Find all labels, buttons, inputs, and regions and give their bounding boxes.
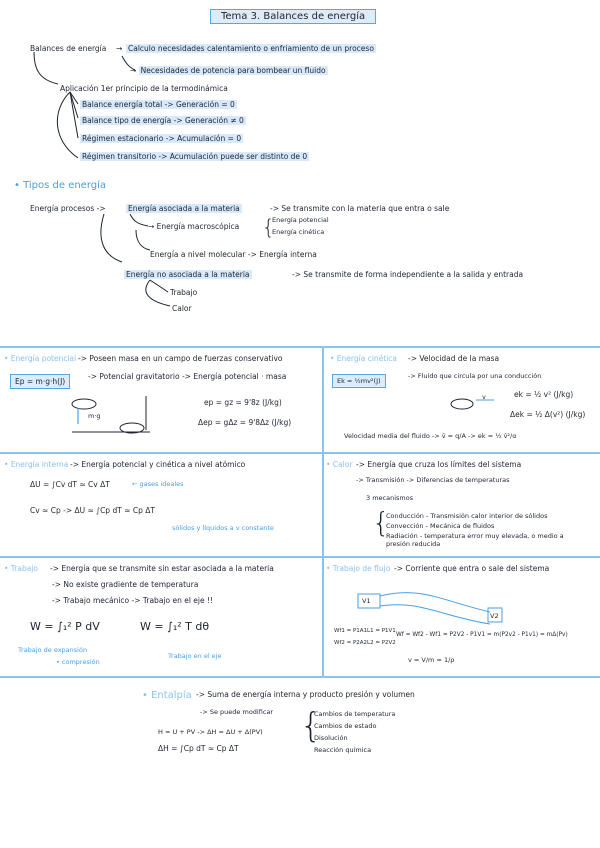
potencial-desc: -> Poseen masa en un campo de fuerzas conservativo bbox=[78, 354, 283, 363]
trabajo-eje: Trabajo en el eje bbox=[168, 652, 222, 660]
balance-text-2: Necesidades de potencia para bombear un fluido bbox=[140, 66, 326, 75]
tipos-heading: • Tipos de energía bbox=[14, 180, 107, 191]
trabajo-heading: • Trabajo bbox=[4, 564, 38, 573]
cinetica-formula: Ek = ½mv²(J) bbox=[332, 374, 386, 388]
entalpia-cambios-estado: Cambios de estado bbox=[314, 722, 377, 730]
energia-asociada-desc: -> Se transmite con la materia que entra o sale bbox=[270, 204, 450, 213]
calor-trans: -> Transmisión -> Diferencias de temperaturas bbox=[356, 476, 510, 484]
balance-item-2: Balance tipo de energía -> Generación ≠ 0 bbox=[82, 116, 244, 125]
potencial-heading: • Energía potencial bbox=[4, 354, 77, 363]
energia-procesos: Energía procesos -> bbox=[30, 204, 106, 213]
energia-molecular: Energía a nivel molecular -> Energía interna bbox=[150, 250, 317, 259]
interna-desc: -> Energía potencial y cinética a nivel atómico bbox=[70, 460, 246, 469]
tipo-trabajo: Trabajo bbox=[170, 288, 198, 297]
energia-asociada: Energía asociada a la materia bbox=[128, 204, 240, 213]
ep-formula: ep = gz = 9'8z (J/kg) bbox=[204, 398, 282, 407]
energia-no-asociada: Energía no asociada a la materia bbox=[126, 270, 250, 279]
gases-ideales: ← gases ideales bbox=[132, 480, 184, 488]
entalpia-mod: -> Se puede modificar bbox=[200, 708, 274, 716]
calor-desc: -> Energía que cruza los límites del sistema bbox=[356, 460, 522, 469]
balance-label: Balances de energía bbox=[30, 44, 107, 53]
page-title: Tema 3. Balances de energía bbox=[210, 9, 376, 24]
trabajo-no-grad: -> No existe gradiente de temperatura bbox=[52, 580, 199, 589]
cinetica-fluido: -> Fluido que circula por una conducción bbox=[408, 372, 542, 380]
w-eje-formula: W = ∫₁² T dθ bbox=[140, 620, 210, 633]
flujo-desc: -> Corriente que entra o sale del sistema bbox=[394, 564, 550, 573]
brace: { bbox=[372, 506, 390, 539]
cinetica-desc: -> Velocidad de la masa bbox=[408, 354, 500, 363]
brace: { bbox=[300, 706, 322, 746]
wf2-formula: Wf2 = P2A2L2 = P2V2 bbox=[334, 640, 396, 646]
divider bbox=[0, 676, 600, 678]
energia-macro: → Energía macroscópica bbox=[148, 222, 240, 231]
w-expansion-formula: W = ∫₁² P dV bbox=[30, 620, 100, 633]
trabajo-desc: -> Energía que se transmite sin estar asociada a la materia bbox=[50, 564, 274, 573]
entalpia-disolucion: Disolución bbox=[314, 734, 348, 742]
entalpia-reaccion: Reacción química bbox=[314, 746, 372, 754]
entalpia-heading: • Entalpía bbox=[142, 690, 192, 701]
gases-ideales-label: gases ideales bbox=[139, 480, 184, 488]
du-formula: ΔU = ∫Cv dT ≈ Cv ΔT bbox=[30, 480, 110, 489]
energia-macro-label: Energía macroscópica bbox=[156, 222, 240, 231]
cinetica-heading: • Energía cinética bbox=[330, 354, 398, 363]
wf-formula: Wf = Wf2 - Wf1 = P2V2 - P1V1 = m(P2v2 - P1v1) = mΔ(Pv) bbox=[396, 632, 568, 638]
dh-formula: ΔH = ∫Cp dT ≈ Cp ΔT bbox=[158, 744, 239, 753]
mecanismo-radiacion: Radiación - temperatura error muy elevada, o medio a presión reducida bbox=[386, 532, 564, 548]
balance-item-1: Balance energía total -> Generación = 0 bbox=[82, 100, 235, 109]
tipo-calor: Calor bbox=[172, 304, 192, 313]
balance-arrow-1: → Calculo necesidades calentamiento o enfriamiento de un proceso bbox=[116, 44, 374, 53]
trabajo-mecanico: -> Trabajo mecánico -> Trabajo en el eje !! bbox=[52, 596, 214, 605]
velocidad-media: Velocidad media del fluido -> v̄ = q/A -> ek = ½ v̄²/α bbox=[344, 432, 517, 440]
flujo-v1: V1 bbox=[362, 597, 371, 605]
macro-cinetica: Energía cinética bbox=[272, 228, 325, 236]
solidos-liquidos: sólidos y líquidos a v constante bbox=[172, 524, 274, 532]
dep-formula: Δep = gΔz = 9'8Δz (J/kg) bbox=[198, 418, 292, 427]
flujo-v2: V2 bbox=[490, 612, 499, 620]
macro-potencial: Energía potencial bbox=[272, 216, 329, 224]
potencial-grav: -> Potencial gravitatorio -> Energía potencial · masa bbox=[88, 372, 287, 381]
mecanismo-conduccion: Conducción - Transmisión calor interior de sólidos bbox=[386, 512, 548, 520]
trabajo-expansion: Trabajo de expansión bbox=[18, 646, 88, 654]
entalpia-desc: -> Suma de energía interna y producto presión y volumen bbox=[196, 690, 415, 699]
brace: { bbox=[262, 215, 275, 239]
aplicacion-label: Aplicación 1er principio de la termodinámica bbox=[60, 84, 228, 93]
calor-heading: • Calor bbox=[326, 460, 353, 469]
trabajo-compresion: • compresión bbox=[56, 658, 100, 666]
entalpia-cambios-temp: Cambios de temperatura bbox=[314, 710, 396, 718]
dek-formula: Δek = ½ Δ(v²) (J/kg) bbox=[510, 410, 586, 419]
potencial-formula: Ep = m·g·h(J) bbox=[10, 374, 70, 389]
h-formula: H = U + PV -> ΔH = ΔU + Δ(PV) bbox=[158, 728, 263, 736]
ek-formula: ek = ½ v² (J/kg) bbox=[514, 390, 574, 399]
interna-heading: • Energía interna bbox=[4, 460, 69, 469]
wf1-formula: Wf1 = P1A1L1 = P1V1 bbox=[334, 628, 396, 634]
mg-label: m·g bbox=[88, 412, 101, 420]
balance-arrow-2: → Necesidades de potencia para bombear un fluido bbox=[130, 66, 326, 75]
specific-volume: v = V/m = 1/ρ bbox=[408, 656, 455, 664]
balance-item-3: Régimen estacionario -> Acumulación = 0 bbox=[82, 134, 242, 143]
balance-text-1: Calculo necesidades calentamiento o enfriamiento de un proceso bbox=[128, 44, 374, 53]
v-label: v bbox=[482, 393, 486, 401]
cv-formula: Cv ≈ Cp -> ΔU ≈ ∫Cp dT ≈ Cp ΔT bbox=[30, 506, 155, 515]
flujo-heading: • Trabajo de flujo bbox=[326, 564, 391, 573]
calor-mecanismos: 3 mecanismos bbox=[366, 494, 414, 502]
energia-no-asociada-desc: -> Se transmite de forma independiente a la salida y entrada bbox=[292, 270, 524, 279]
mecanismo-conveccion: Convección - Mecánica de fluidos bbox=[386, 522, 495, 530]
balance-item-4: Régimen transitorio -> Acumulación puede ser distinto de 0 bbox=[82, 152, 308, 161]
